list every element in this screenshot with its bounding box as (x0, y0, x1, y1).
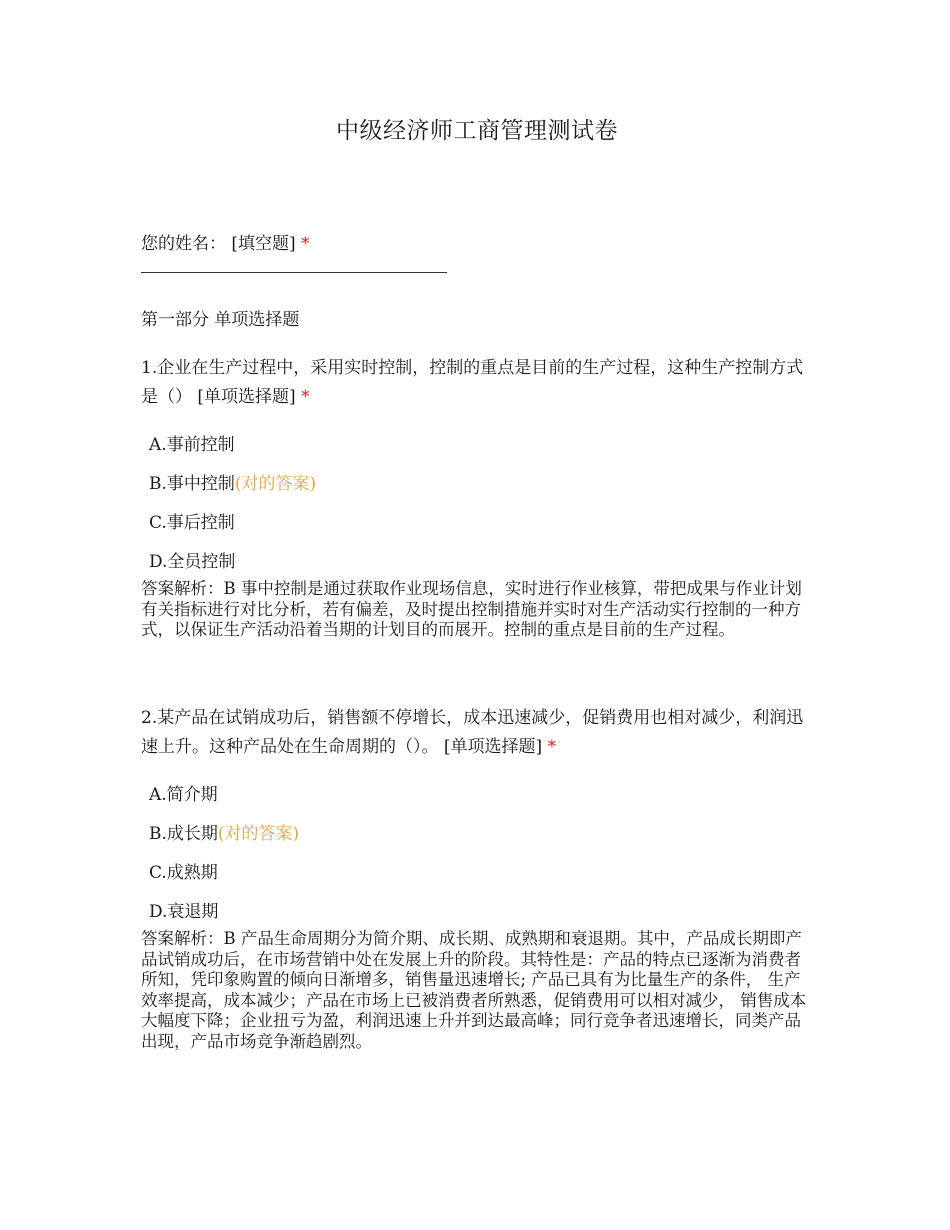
question-text: 2.某产品在试销成功后，销售额不停增长，成本迅速减少，促销费用也相对减少，利润迅速上升。这种产品处在生命周期的（）。 (141, 708, 804, 757)
option-label: D.衰退期 (149, 902, 219, 922)
option-label: A.简介期 (149, 785, 218, 805)
question-text: 1.企业在生产过程中，采用实时控制，控制的重点是目前的生产过程，这种生产控制方式是（） (141, 358, 804, 407)
name-question-type: [填空题] (231, 234, 296, 254)
correct-answer-tag: (对的答案) (234, 474, 317, 494)
page-title: 中级经济师工商管理测试卷 (336, 118, 618, 144)
question-2-analysis: 答案解析：B 产品生命周期分为简介期、成长期、成熟期和衰退期。其中，产品成长期即产品试销成功后，在市场营销中处在发展上升的阶段。其特性是：产品的特点已逐渐为消费者所知，凭印象购置的倾向日渐增多，销售量迅速增长; 产品已具有为比量生产的条件， 生产效率提高，成本减少；产品在市场上已被消费者所熟悉，促销费用可以相对减少， 销售成本大幅度下降；企业扭亏为盈，利润迅速上升并到达最高峰；同行竞争者迅速增长，同类产品出现，产品市场竞争渐趋剧烈。 (141, 929, 807, 1051)
required-mark: * (547, 737, 557, 757)
required-mark: * (301, 387, 310, 407)
option-label: B.事中控制 (149, 474, 235, 494)
question-1-option-d[interactable] (149, 547, 235, 572)
section-title: 第一部分 单项选择题 (141, 310, 300, 330)
question-1-text (141, 354, 813, 412)
name-input-line[interactable] (141, 272, 447, 273)
correct-answer-tag: (对的答案) (217, 824, 300, 844)
option-label: A.事前控制 (149, 435, 235, 455)
question-1-option-a[interactable] (149, 430, 235, 455)
question-2-option-a[interactable] (149, 780, 218, 805)
question-1-option-b[interactable] (149, 469, 316, 494)
question-2-text (141, 704, 813, 762)
name-question (141, 229, 310, 254)
option-label: D.全员控制 (149, 552, 236, 572)
question-2-option-d[interactable] (149, 897, 218, 922)
required-mark: * (301, 234, 310, 254)
name-question-label: 您的姓名： (141, 234, 226, 254)
question-2-option-b[interactable] (149, 819, 299, 844)
question-2-option-c[interactable] (149, 858, 218, 883)
question-1-option-c[interactable] (149, 508, 235, 533)
question-1-analysis: 答案解析：B 事中控制是通过获取作业现场信息，实时进行作业核算，带把成果与作业计划有关指标进行对比分析，若有偏差，及时提出控制措施并实时对生产活动实行控制的一种方式，以保证生产活动沿着当期的计划目的而展开。控制的重点是目前的生产过程。 (141, 579, 802, 639)
option-label: B.成长期 (149, 824, 218, 844)
question-type: [单项选择题] (197, 387, 296, 407)
question-type: [单项选择题] (443, 737, 543, 757)
option-label: C.事后控制 (149, 513, 235, 533)
option-label: C.成熟期 (149, 863, 218, 883)
